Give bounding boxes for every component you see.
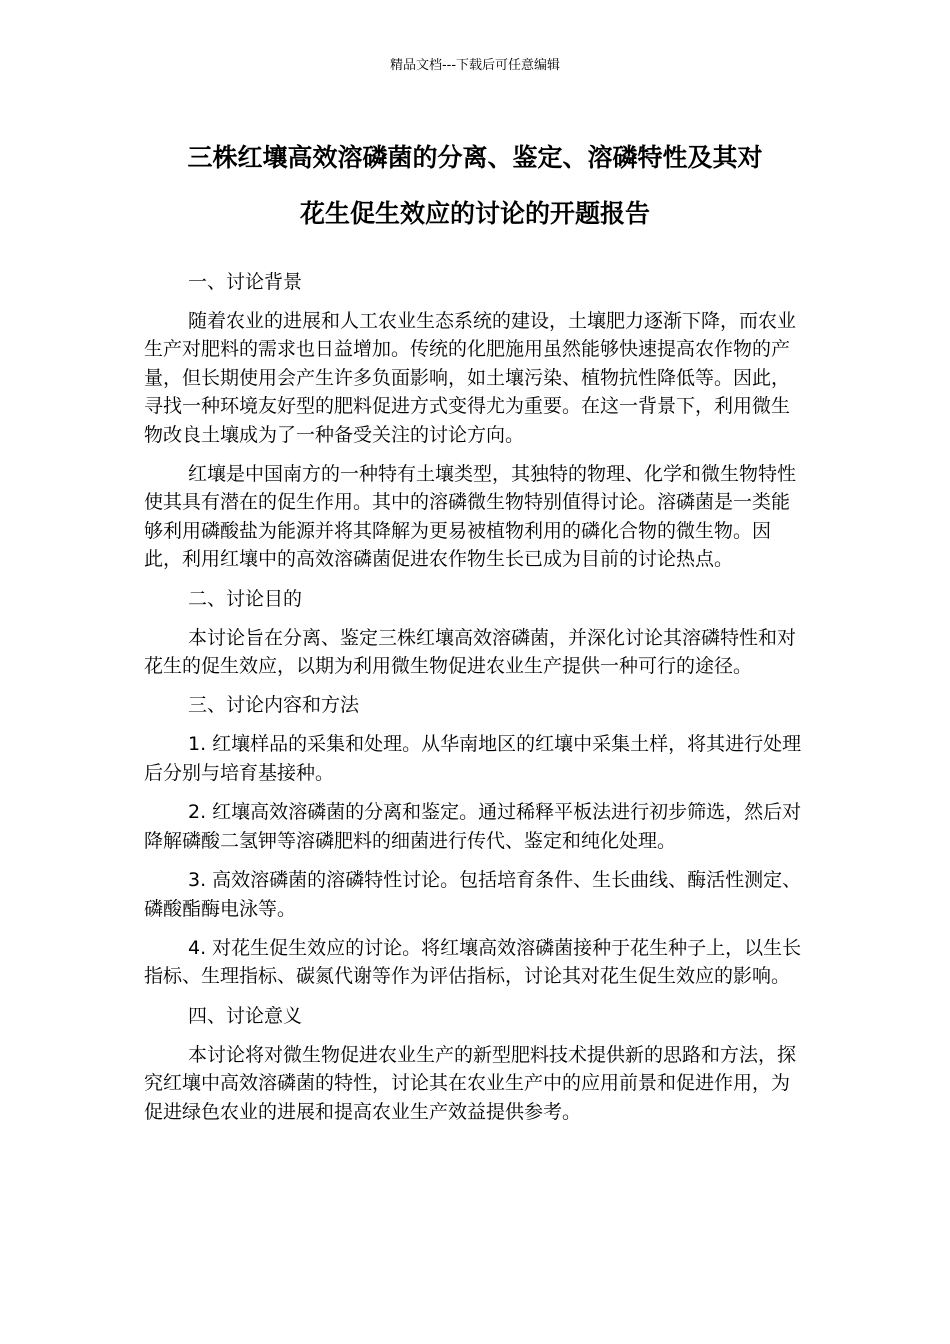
- paragraph: 随着农业的进展和人工农业生态系统的建设，土壤肥力逐渐下降，而农业生产对肥料的需求也日益增加。传统的化肥施用虽然能够快速提高农作物的产量，但长期使用会产生许多负面影响，如土壤污染、植物抗性降低等。因此，寻找一种环境友好型的肥料促进方式变得尤为重要。在这一背景下，利用微生物改良土壤成为了一种备受关注的讨论方向。: [144, 310, 797, 446]
- paragraph: 本讨论将对微生物促进农业生产的新型肥料技术提供新的思路和方法，探究红壤中高效溶磷菌的特性，讨论其在农业生产中的应用前景和促进作用，为促进绿色农业的进展和提高农业生产效益提供参考。: [144, 1043, 797, 1123]
- section-heading-purpose: 二、讨论目的: [188, 587, 303, 610]
- list-item: 1. 红壤样品的采集和处理。从华南地区的红壤中采集土样，将其进行处理后分别与培育基接种。: [144, 733, 802, 784]
- paragraph: 本讨论旨在分离、鉴定三株红壤高效溶磷菌，并深化讨论其溶磷特性和对花生的促生效应，以期为利用微生物促进农业生产提供一种可行的途径。: [144, 626, 797, 678]
- document-title: [130, 130, 820, 242]
- document-body: [144, 268, 808, 1137]
- paragraph: 红壤是中国南方的一种特有土壤类型，其独特的物理、化学和微生物特性使其具有潜在的促生作用。其中的溶磷微生物特别值得讨论。溶磷菌是一类能够利用磷酸盐为能源并将其降解为更易被植物利用的磷化合物的微生物。因此，利用红壤中的高效溶磷菌促进农作物生长已成为目前的讨论热点。: [144, 463, 797, 571]
- header-note: 精品文档---下载后可任意编辑: [389, 58, 561, 73]
- section-heading-significance: 四、讨论意义: [188, 1004, 303, 1027]
- section-heading-background: 一、讨论背景: [188, 271, 303, 293]
- list-item: 4. 对花生促生效应的讨论。将红壤高效溶磷菌接种于花生种子上，以生长指标、生理指标、碳氮代谢等作为评估指标，讨论其对花生促生效应的影响。: [144, 936, 802, 988]
- document-title-line-1: 三株红壤高效溶磷菌的分离、鉴定、溶磷特性及其对: [187, 143, 763, 172]
- section-heading-content-methods: 三、讨论内容和方法: [188, 694, 360, 717]
- list-item: 3. 高效溶磷菌的溶磷特性讨论。包括培育条件、生长曲线、酶活性测定、磷酸酯酶电泳等。: [144, 869, 802, 920]
- list-item: 2. 红壤高效溶磷菌的分离和鉴定。通过稀释平板法进行初步筛选，然后对降解磷酸二氢钾等溶磷肥料的细菌进行传代、鉴定和纯化处理。: [144, 801, 802, 852]
- document-title-line-2: 花生促生效应的讨论的开题报告: [299, 199, 650, 228]
